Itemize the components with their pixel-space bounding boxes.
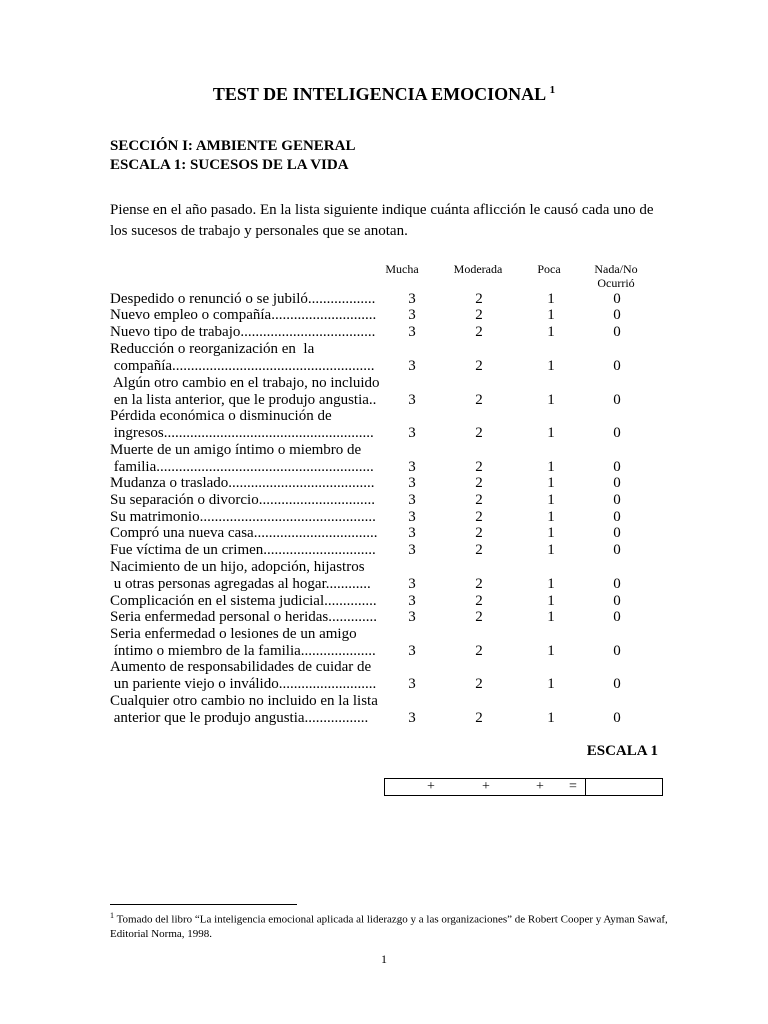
page-title [0,84,768,105]
score-moderada[interactable]: 2 [475,475,483,491]
score-moderada[interactable]: 2 [475,676,483,692]
plus-sign: + [427,779,435,794]
score-moderada[interactable]: 2 [475,492,483,508]
column-header-moderada: Moderada [453,262,503,276]
item-label: familia.......................................................... [110,459,374,475]
item-label: Fue víctima de un crimen.............................. [110,542,376,558]
item-label: Reducción o reorganización en la [110,341,315,357]
score-nada[interactable]: 0 [613,609,621,625]
score-moderada[interactable]: 2 [475,459,483,475]
item-label: Pérdida económica o disminución de [110,408,332,424]
score-nada[interactable]: 0 [613,459,621,475]
score-poca[interactable]: 1 [547,492,555,508]
item-label: Nuevo tipo de trabajo.................................... [110,324,376,340]
score-poca[interactable]: 1 [547,475,555,491]
score-mucha[interactable]: 3 [408,307,416,323]
column-header-nada-line1: Nada/No [594,262,638,276]
score-poca[interactable]: 1 [547,576,555,592]
footnote-text: Tomado del libro “La inteligencia emocional aplicada al liderazgo y a las organizaciones” de Robert Cooper y Ayman Sawaf, Editorial Norma, 1998. [110,913,668,940]
score-poca[interactable]: 1 [547,710,555,726]
item-label: ingresos........................................................ [110,425,374,441]
footnote-mark: 1 [110,911,114,920]
score-nada[interactable]: 0 [613,425,621,441]
score-nada[interactable]: 0 [613,392,621,408]
score-poca[interactable]: 1 [547,542,555,558]
item-label: Nuevo empleo o compañía............................ [110,307,377,323]
title-footnote-mark: 1 [549,84,556,96]
score-nada[interactable]: 0 [613,525,621,541]
score-mucha[interactable]: 3 [408,525,416,541]
score-poca[interactable]: 1 [547,324,555,340]
score-nada[interactable]: 0 [613,358,621,374]
item-label: íntimo o miembro de la familia.................... [110,643,376,659]
score-mucha[interactable]: 3 [408,425,416,441]
item-label: anterior que le produjo angustia................. [110,710,369,726]
score-mucha[interactable]: 3 [408,324,416,340]
item-label: Mudanza o traslado....................................... [110,475,375,491]
item-label: Cualquier otro cambio no incluido en la lista [110,693,378,709]
instructions: Piense en el año pasado. En la lista siguiente indique cuánta aflicción le causó cada uno de los sucesos de trabajo y personales que se anotan. [110,202,654,239]
score-poca[interactable]: 1 [547,609,555,625]
footnote-separator [110,904,297,905]
equals-sign: = [569,779,577,794]
item-label: Complicación en el sistema judicial.............. [110,593,377,609]
score-poca[interactable]: 1 [547,291,555,307]
score-moderada[interactable]: 2 [475,576,483,592]
score-poca[interactable]: 1 [547,459,555,475]
score-moderada[interactable]: 2 [475,710,483,726]
item-label: Nacimiento de un hijo, adopción, hijastros [110,559,365,575]
score-mucha[interactable]: 3 [408,358,416,374]
score-sum-box [384,778,663,796]
score-poca[interactable]: 1 [547,525,555,541]
column-header-nada [588,262,644,290]
score-moderada[interactable]: 2 [475,542,483,558]
score-moderada[interactable]: 2 [475,307,483,323]
score-nada[interactable]: 0 [613,710,621,726]
item-label: Despedido o renunció o se jubiló.................. [110,291,376,307]
score-poca[interactable]: 1 [547,425,555,441]
score-poca[interactable]: 1 [547,392,555,408]
column-header-mucha: Mucha [385,262,419,276]
score-nada[interactable]: 0 [613,291,621,307]
score-nada[interactable]: 0 [613,509,621,525]
score-poca[interactable]: 1 [547,676,555,692]
column-header-nada-line2: Ocurrió [597,276,635,290]
score-mucha[interactable]: 3 [408,643,416,659]
score-nada[interactable]: 0 [613,324,621,340]
score-mucha[interactable]: 3 [408,593,416,609]
score-moderada[interactable]: 2 [475,324,483,340]
score-nada[interactable]: 0 [613,475,621,491]
score-poca[interactable]: 1 [547,643,555,659]
column-header-poca: Poca [537,262,561,276]
score-poca[interactable]: 1 [547,593,555,609]
item-label: Su separación o divorcio............................... [110,492,375,508]
item-label: Muerte de un amigo íntimo o miembro de [110,442,362,458]
score-mucha[interactable]: 3 [408,509,416,525]
total-score-field[interactable] [586,779,662,795]
item-label: Aumento de responsabilidades de cuidar de [110,659,372,675]
score-moderada[interactable]: 2 [475,291,483,307]
item-label: Compró una nueva casa................................. [110,525,378,541]
score-moderada[interactable]: 2 [475,593,483,609]
score-nada[interactable]: 0 [613,576,621,592]
score-nada[interactable]: 0 [613,542,621,558]
score-poca[interactable]: 1 [547,307,555,323]
title-text: TEST DE INTELIGENCIA EMOCIONAL [212,84,546,104]
score-nada[interactable]: 0 [613,307,621,323]
score-nada[interactable]: 0 [613,676,621,692]
score-mucha[interactable]: 3 [408,475,416,491]
score-mucha[interactable]: 3 [408,542,416,558]
item-label: u otras personas agregadas al hogar............ [110,576,371,592]
score-mucha[interactable]: 3 [408,492,416,508]
score-moderada[interactable]: 2 [475,392,483,408]
score-mucha[interactable]: 3 [408,392,416,408]
score-moderada[interactable]: 2 [475,425,483,441]
score-moderada[interactable]: 2 [475,643,483,659]
item-label: Su matrimonio............................................... [110,509,376,525]
footnote [110,909,670,941]
score-poca[interactable]: 1 [547,358,555,374]
score-nada[interactable]: 0 [613,593,621,609]
item-label: Seria enfermedad o lesiones de un amigo [110,626,357,642]
score-poca[interactable]: 1 [547,509,555,525]
page-number: 1 [381,952,387,966]
plus-sign: + [536,779,544,794]
score-mucha[interactable]: 3 [408,459,416,475]
score-mucha[interactable]: 3 [408,576,416,592]
score-mucha[interactable]: 3 [408,291,416,307]
score-mucha[interactable]: 3 [408,676,416,692]
score-moderada[interactable]: 2 [475,509,483,525]
score-moderada[interactable]: 2 [475,525,483,541]
score-mucha[interactable]: 3 [408,710,416,726]
item-label: un pariente viejo o inválido.......................... [110,676,377,692]
score-nada[interactable]: 0 [613,643,621,659]
item-label: Algún otro cambio en el trabajo, no incluido [110,375,380,391]
item-label: en la lista anterior, que le produjo angustia.. [110,392,377,408]
score-moderada[interactable]: 2 [475,609,483,625]
plus-sign: + [482,779,490,794]
score-moderada[interactable]: 2 [475,358,483,374]
score-mucha[interactable]: 3 [408,609,416,625]
escala-label: ESCALA 1 [586,743,658,759]
item-label: Seria enfermedad personal o heridas............. [110,609,377,625]
scale-heading: ESCALA 1: SUCESOS DE LA VIDA [110,157,349,173]
item-label: compañía...................................................... [110,358,375,374]
section-heading: SECCIÓN I: AMBIENTE GENERAL [110,138,356,154]
score-nada[interactable]: 0 [613,492,621,508]
